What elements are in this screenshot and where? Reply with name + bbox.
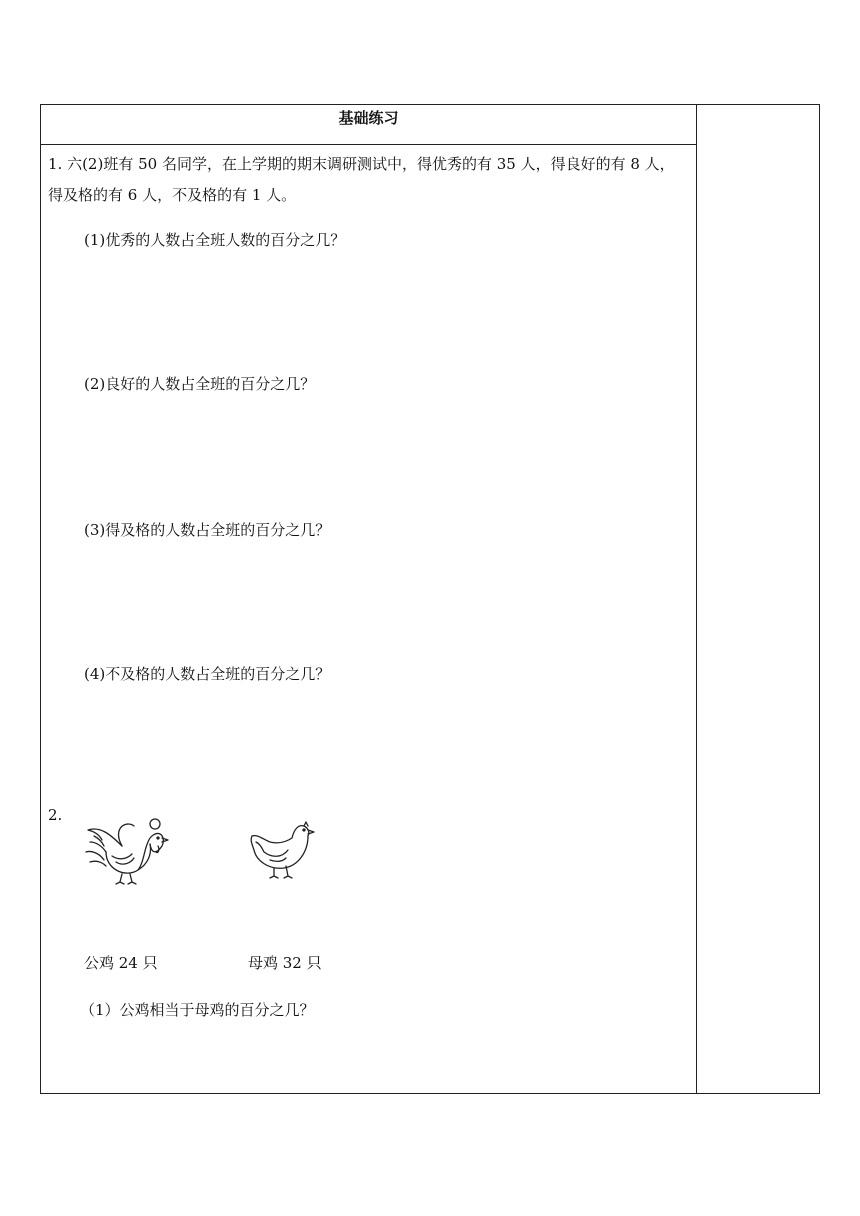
hen-count-label: 母鸡 32 只 xyxy=(248,954,322,972)
rooster-count-label: 公鸡 24 只 xyxy=(84,954,158,972)
hen-illustration xyxy=(248,820,318,882)
question-1-sub-4: (4)不及格的人数占全班的百分之几？ xyxy=(84,665,331,683)
worksheet-table xyxy=(40,104,820,1094)
rooster-illustration xyxy=(82,812,172,886)
table-header-divider xyxy=(40,144,697,145)
table-column-divider xyxy=(696,104,697,1094)
question-1-sub-3: (3)得及格的人数占全班的百分之几？ xyxy=(84,521,331,539)
question-2-number: 2. xyxy=(48,806,63,824)
question-2-sub-1: （1）公鸡相当于母鸡的百分之几？ xyxy=(80,1001,315,1019)
section-title: 基础练习 xyxy=(338,109,399,127)
question-1-sub-2: (2)良好的人数占全班的百分之几？ xyxy=(84,375,316,393)
question-1-sub-1: (1)优秀的人数占全班人数的百分之几？ xyxy=(84,231,346,249)
question-1-stem: 1. 六(2)班有 50 名同学，在上学期的期末调研测试中，得优秀的有 35 人，得良好的有 8 人，得及格的有 6 人，不及格的有 1 人。 xyxy=(48,155,675,204)
